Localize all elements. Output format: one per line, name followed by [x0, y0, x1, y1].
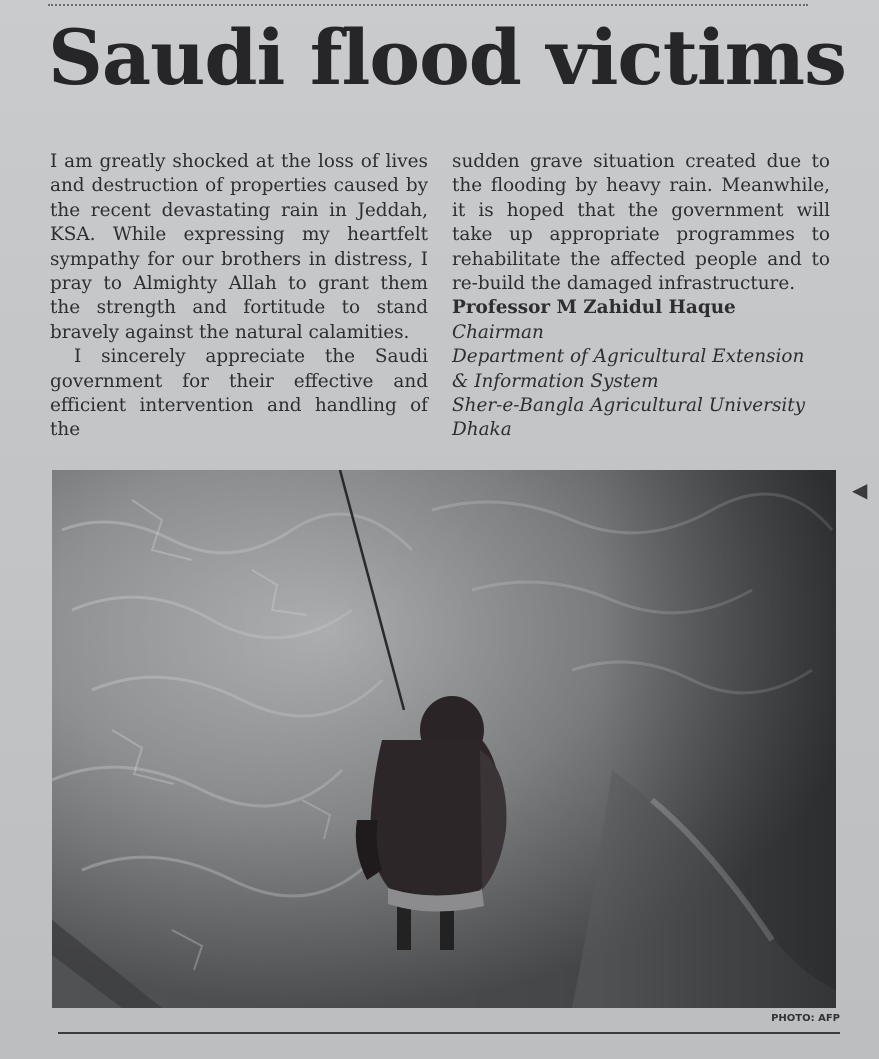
letter-column-left	[50, 150, 428, 443]
flood-rescue-photo	[52, 470, 836, 1008]
signature-department-line2: & Information System	[452, 370, 659, 392]
signature-city: Dhaka	[452, 419, 512, 441]
signature-university: Sher-e-Bangla Agricultural University	[452, 395, 806, 417]
letter-column-right	[452, 150, 830, 443]
letter-paragraph-2: I sincerely appreciate the Saudi government for their effective and efficient intervention and handling of the	[50, 346, 428, 441]
signature-name: Professor M Zahidul Haque	[452, 297, 736, 319]
headline: Saudi flood victims	[48, 13, 846, 102]
bottom-rule	[58, 1032, 840, 1034]
signature-title: Chairman	[452, 321, 544, 343]
photo-credit: PHOTO: AFP	[771, 1013, 840, 1024]
letter-paragraph-1: I am greatly shocked at the loss of lives and destruction of properties caused by the recent devastating rain in Jeddah, KSA. While expressing my heartfelt sympathy for our brothers in distress, I pray to Almighty Allah to grant them the strength and fortitude to stand bravely against the natural calamities.	[50, 151, 428, 343]
letter-paragraph-continued: sudden grave situation created due to the flooding by heavy rain. Meanwhile, it is hoped that the government will take up appropriate programmes to rehabilitate the affected people and to re-build the damaged infrastructure.	[452, 151, 830, 295]
top-dotted-rule	[48, 4, 808, 6]
signature-department-line1: Department of Agricultural Extension	[452, 346, 805, 368]
flood-rescue-illustration	[52, 470, 836, 1008]
margin-arrow-icon: ◀	[852, 478, 868, 502]
